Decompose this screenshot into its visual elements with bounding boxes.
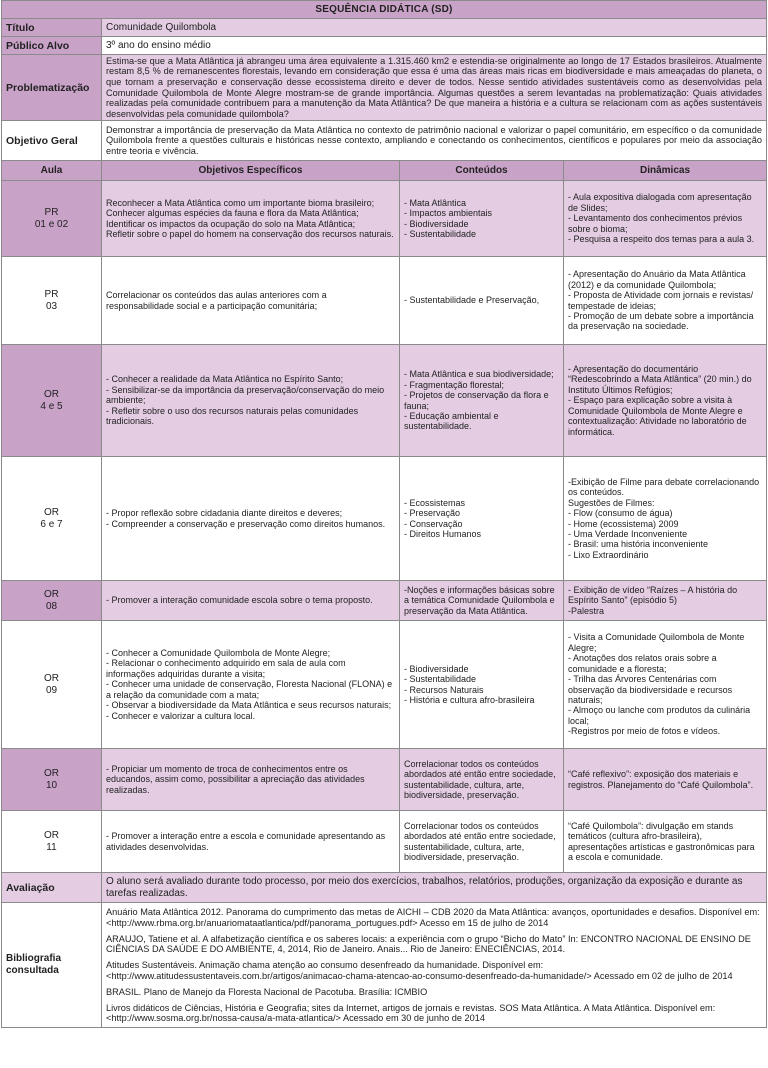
lesson-conteudos-item: - Ecossistemas [404,497,466,508]
lesson-conteudos-item: - Recursos Naturais [404,684,484,695]
objetivo-geral-text: Demonstrar a importância de preservação da Mata Atlântica no contexto de patrimônio nacional e valorizar o papel comunitário, em específico o da comunidade Quilombola frente a questões culturais e históricas nesse contexto, ampliando e conectando os conhecimentos, científicos e populares por meio da associação entre teoria e vivência. [102,121,767,161]
lesson-conteudos-item: - Impactos ambientais [404,208,493,219]
lesson-aula-line: 11 [46,841,57,853]
lesson-row [2,581,767,621]
column-header-dinamicas: Dinâmicas [564,161,767,181]
lesson-dinamicas-item: - Apresentação do Anuário da Mata Atlântica (2012) e da comunidade Quilombola; [568,269,746,290]
lesson-dinamicas-item: - Aula expositiva dialogada com apresentação de Slides; [568,192,752,213]
lesson-dinamicas-item: - Trilha das Árvores Centenárias com observação da biodiversidade e recursos naturais; [568,674,733,705]
lesson-dinamicas-item: - Promoção de um debate sobre a importância da preservação na sociedade. [568,310,754,332]
lesson-dinamicas-item: - Brasil: uma história inconveniente [568,539,709,550]
lesson-dinamicas-cell [564,581,767,621]
lesson-conteudos-item: - Direitos Humanos [404,528,482,539]
lesson-aula-cell [2,811,102,873]
lesson-dinamicas-item: - Anotações dos relatos orais sobre a comunidade e a floresta; [568,653,717,674]
lesson-aula-cell [2,581,102,621]
lesson-dinamicas-item: -Palestra [568,605,605,616]
lesson-objetivos-item: - Promover a interação entre a escola e comunidade apresentando as atividades desenvolvidas. [106,831,386,852]
lesson-objetivos-cell [102,345,400,457]
lesson-dinamicas-item: - Visita a Comunidade Quilombola de Monte Alegre; [568,632,745,653]
lesson-objetivos-item: - Conhecer uma unidade de conservação, Floresta Nacional (FLONA) e a relação da comunidade com a mata; [106,679,393,700]
lesson-aula-line: OR [44,388,59,400]
titulo-value: Comunidade Quilombola [102,19,767,37]
lesson-aula-line: 08 [45,600,58,612]
footer-table [1,872,767,1028]
lessons-table [1,160,767,873]
problematizacao-text: Estima-se que a Mata Atlântica já abrangeu uma área equivalente a 1.315.460 km2 e estendia-se originalmente ao longo de 17 Estados brasileiros. Atualmente restam 8,5 % de remanescentes florestais, levando em consideração que essa é uma das áreas mais ricas em biodiversidade e mais ameaçadas do planeta, o que tornam a preservação e conservação desse ecossistema direito e dever de todos. Nesse sentido atividades sustentáveis como as desenvolvidas pela Comunidade Quilombola de Monte Alegre mostram-se de grande importância. Algumas questões a serem levantadas na problematização: Quais atividades realizadas pela comunidade contribuem para a manutenção da Mata Atlântica? De que maneira a história e a cultura se relacionam com as ações sustentáveis desenvolvidas pela comunidade quilombola? [102,55,767,121]
lesson-dinamicas-item: - Proposta de Atividade com jornais e revistas/ tempestade de ideias; [568,290,754,311]
lesson-objetivos-cell [102,581,400,621]
lesson-row [2,621,767,749]
lesson-dinamicas-item: - Levantamento dos conhecimentos prévios sobre o bioma; [568,213,743,234]
lesson-aula-line: 10 [45,779,58,791]
lesson-row [2,457,767,581]
publico-alvo-value: 3º ano do ensino médio [102,37,767,55]
lesson-objetivos-cell [102,749,400,811]
lesson-conteudos-item: - Sustentabilidade [404,674,477,685]
lesson-objetivos-item: Refletir sobre o papel do homem na conservação dos recursos naturais. [106,228,394,239]
bibliografia-label: Bibliografia consultada [2,903,102,1028]
lesson-objetivos-item: - Conhecer e valorizar a cultura local. [106,710,256,721]
lesson-conteudos-item: - Sustentabilidade e Preservação, [404,295,540,306]
lesson-conteudos-item: Correlacionar todos os conteúdos abordados até então entre sociedade, sustentabilidade, cultura, arte, biodiversidade, preservação. [404,820,556,862]
lesson-objetivos-item: Correlacionar os conteúdos das aulas anteriores com a responsabilidade social e a participação comunitária; [106,290,327,311]
lesson-dinamicas-item: - Almoço ou lanche com produtos da culinária local; [568,705,751,726]
lesson-dinamicas-item: “Café reflexivo”: exposição dos materiais e registros. Planejamento do “Café Quilombola”. [568,769,754,790]
lesson-aula-cell [2,181,102,257]
bibliografia-list [102,903,767,1028]
lesson-dinamicas-item: - Uma Verdade Inconveniente [568,528,688,539]
lesson-dinamicas-cell [564,749,767,811]
lesson-row [2,345,767,457]
lesson-dinamicas-cell [564,621,767,749]
lesson-objetivos-item: - Propiciar um momento de troca de conhecimentos entre os educandos, assim como, possibilitar a apreciação das atividades realizadas. [106,763,365,795]
lesson-dinamicas-cell [564,457,767,581]
lesson-conteudos-item: Correlacionar todos os conteúdos abordados até então entre sociedade, sustentabilidade, cultura, arte, biodiversidade, preservação. [404,758,556,800]
problematizacao-label: Problematização [2,55,102,121]
lesson-dinamicas-item: - Lixo Extraordinário [568,549,649,560]
lesson-conteudos-cell [400,257,564,345]
column-header-conteudos: Conteúdos [400,161,564,181]
didactic-sequence-document [1,0,767,1028]
lesson-objetivos-item: - Propor reflexão sobre cidadania diante direitos e deveres; [106,508,343,519]
lesson-aula-line: 4 e 5 [40,400,63,412]
lesson-aula-line: 01 e 02 [34,218,69,230]
lesson-conteudos-cell [400,181,564,257]
lesson-objetivos-item: - Conhecer a realidade da Mata Atlântica no Espírito Santo; [106,374,344,385]
lesson-objetivos-item: Identificar os impactos da ocupação do solo na Mata Atlântica; [106,218,356,229]
bibliography-entry: Livros didáticos de Ciências, História e Geografia; sites da Internet, artigos de jornais e revistas. SOS Mata Atlântica. A Mata Atlântica. Disponível em: <http://www.sosma.org.br/nossa-causa/a-mata-atlantica/> Acessado em 30 de junho de 2014 [106,1002,716,1024]
lesson-objetivos-cell [102,621,400,749]
lesson-aula-cell [2,457,102,581]
lesson-aula-cell [2,345,102,457]
lesson-conteudos-item: - Conservação [404,518,463,529]
lesson-conteudos-item: - Projetos de conservação da flora e fauna; [404,390,549,411]
lesson-dinamicas-item: -Exibição de Filme para debate correlacionando os conteúdos. [568,476,760,498]
lesson-objetivos-item: - Promover a interação comunidade escola sobre o tema proposto. [106,595,373,606]
lesson-conteudos-cell [400,811,564,873]
lesson-objetivos-item: - Observar a biodiversidade da Mata Atlântica e seus recursos naturais; [106,700,392,711]
lesson-dinamicas-item: Sugestões de Filmes: [568,497,655,508]
lesson-aula-line: 03 [45,300,58,312]
lesson-objetivos-cell [102,457,400,581]
bibliography-entry: Anuário Mata Atlântica 2012. Panorama do cumprimento das metas de AICHI – CDB 2020 da Mata Atlântica: avanços, oportunidades e desafios. Disponível em: <http://www.rbma.org.br/anuariomataatlantica/pdf/panorama_portugues.pdf> Acesso em 15 de julho de 2014 [106,907,760,928]
lesson-dinamicas-item: “Café Quilombola”: divulgação em stands temáticos (cultura afro-brasileira), apresentações artísticas e gastronômicas para a escola e comunidade. [568,820,755,862]
lesson-dinamicas-item: - Home (ecossistema) 2009 [568,518,679,529]
lesson-conteudos-item: - Mata Atlântica [404,197,467,208]
bibliography-entry: ARAUJO, Tatiene et al. A alfabetização científica e os saberes locais: a experiência com o grupo “Bicho do Mato” In: ENCONTRO NACIONAL DE ENSINO DE CIÊNCIAS DA SAÚDE E DO AMBIENTE, 4, 2014, Rio de Janeiro. Anais... Rio de Janeiro: ENECIÊNCIAS, 2014. [106,933,751,955]
lesson-conteudos-item: - Mata Atlântica e sua biodiversidade; [404,369,554,380]
lesson-objetivos-cell [102,811,400,873]
lesson-conteudos-item: - Sustentabilidade [404,228,477,239]
lesson-objetivos-item: - Conhecer a Comunidade Quilombola de Monte Alegre; [106,648,331,659]
lesson-aula-line: OR [44,767,59,779]
lesson-aula-line: OR [44,506,59,518]
lesson-dinamicas-cell [564,257,767,345]
bibliography-entry: Atitudes Sustentáveis. Animação chama atenção ao consumo desenfreado da humanidade. Disponível em: <http://www.atitudessustentaveis.com.br/artigos/animacao-chama-atencao-ao-consumo-desenfreado-da-humanidade/> Acessado em 02 de julho de 2014 [106,960,733,981]
lesson-dinamicas-item: - Espaço para explicação sobre a visita à Comunidade Quilombola de Monte Alegre e contextualização: Atividade no laboratório de informática. [568,395,747,437]
info-table [1,0,767,161]
lesson-dinamicas-cell [564,181,767,257]
lesson-conteudos-cell [400,457,564,581]
lesson-objetivos-item: - Sensibilizar-se da importância da preservação/conservação do meio ambiente; [106,384,385,406]
lesson-conteudos-item: - Educação ambiental e sustentabilidade. [404,410,499,432]
lesson-conteudos-cell [400,345,564,457]
lesson-conteudos-item: - História e cultura afro-brasileira [404,694,535,705]
lesson-dinamicas-item: - Exibição de vídeo “Raízes – A história do Espírito Santo” (episódio 5) [568,584,738,606]
lesson-aula-cell [2,257,102,345]
lesson-objetivos-item: - Refletir sobre o uso dos recursos naturais pelas comunidades tradicionais. [106,405,359,427]
lesson-conteudos-cell [400,581,564,621]
lesson-conteudos-item: - Fragmentação florestal; [404,379,505,390]
lesson-dinamicas-item: - Flow (consumo de água) [568,508,673,519]
lesson-conteudos-item: - Preservação [404,508,461,519]
objetivo-geral-label: Objetivo Geral [2,121,102,161]
lesson-conteudos-item: -Noções e informações básicas sobre a temática Comunidade Quilombola e preservação da Mata Atlântica. [404,584,555,616]
lesson-row [2,749,767,811]
column-header-aula: Aula [2,161,102,181]
lesson-objetivos-item: Reconhecer a Mata Atlântica como um importante bioma brasileiro; [106,197,375,208]
lesson-dinamicas-cell [564,345,767,457]
lesson-dinamicas-item: - Pesquisa a respeito dos temas para a aula 3. [568,234,755,245]
lesson-aula-line: OR [44,829,59,841]
lesson-aula-line: OR [44,588,59,600]
avaliacao-text: O aluno será avaliado durante todo processo, por meio dos exercícios, trabalhos, relatórios, produções, organização da exposição e durante as tarefas realizadas. [102,873,767,903]
lesson-objetivos-cell [102,257,400,345]
lesson-objetivos-cell [102,181,400,257]
lesson-row [2,181,767,257]
lesson-dinamicas-cell [564,811,767,873]
lesson-row [2,811,767,873]
lesson-objetivos-item: - Relacionar o conhecimento adquirido em sala de aula com informações adquiridas durante a visita; [106,658,346,679]
lesson-objetivos-item: Conhecer algumas espécies da fauna e flora da Mata Atlântica; [106,208,359,219]
titulo-label: Título [2,19,102,37]
lesson-aula-line: 09 [45,684,58,696]
lesson-conteudos-item: - Biodiversidade [404,218,469,229]
avaliacao-label: Avaliação [2,873,102,903]
lesson-conteudos-cell [400,749,564,811]
lesson-conteudos-cell [400,621,564,749]
lesson-dinamicas-item: -Registros por meio de fotos e vídeos. [568,726,721,737]
lesson-aula-cell [2,749,102,811]
lesson-aula-line: OR [44,672,59,684]
lesson-aula-line: PR [44,288,59,300]
lesson-row [2,257,767,345]
lesson-conteudos-item: - Biodiversidade [404,663,469,674]
column-header-objetivos: Objetivos Específicos [102,161,400,181]
lesson-aula-line: PR [44,206,59,218]
bibliography-entry: BRASIL. Plano de Manejo da Floresta Nacional de Pacotuba. Brasília: ICMBIO [106,986,428,997]
publico-alvo-label: Público Alvo [2,37,102,55]
lesson-dinamicas-item: - Apresentação do documentário “Redescobrindo a Mata Atlântica” (20 min.) do Instituto Últimos Refúgios; [568,364,752,395]
document-title: SEQUÊNCIA DIDÁTICA (SD) [2,1,767,19]
lesson-aula-line: 6 e 7 [40,518,63,530]
lesson-objetivos-item: - Compreender a conservação e preservação como direitos humanos. [106,518,386,529]
lesson-aula-cell [2,621,102,749]
